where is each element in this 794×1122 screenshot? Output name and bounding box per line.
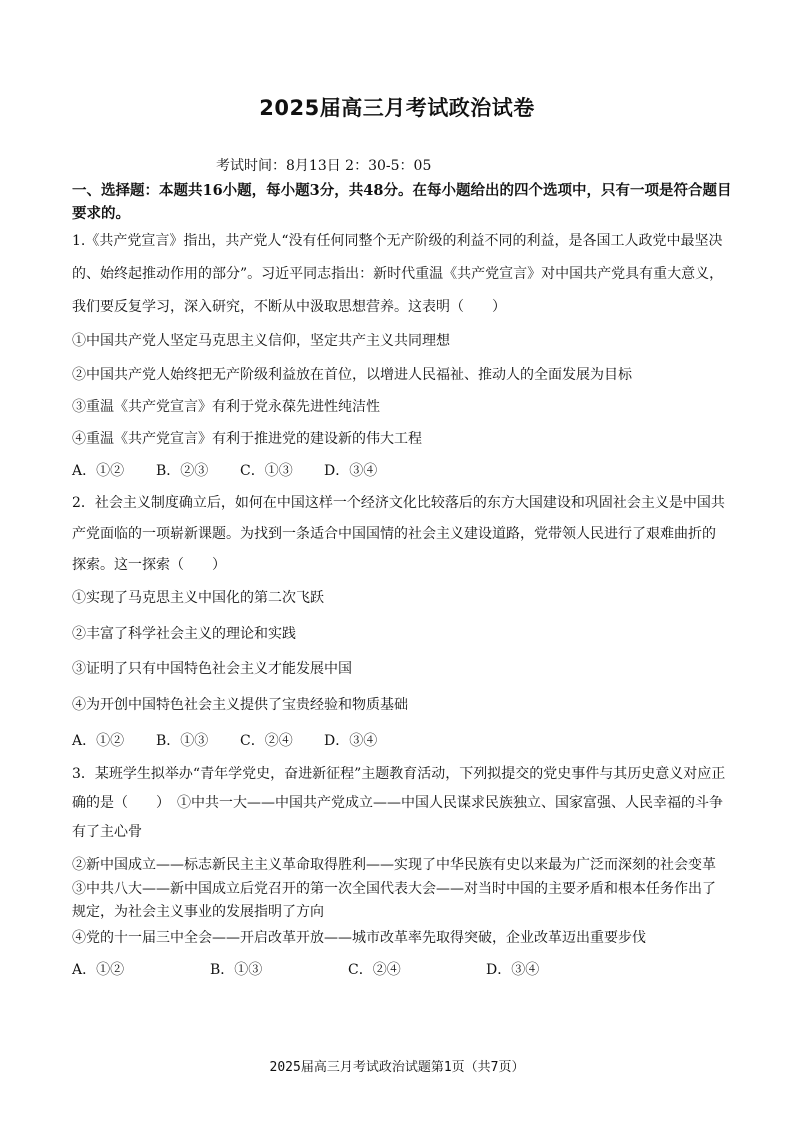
q1-option-a: A．①② [72, 463, 125, 479]
q1-option-c: C．①③ [240, 463, 293, 479]
section-heading: 一、选择题：本题共16小题，每小题3分，共48分。在每小题给出的四个选项中，只有一项是符合题目 [72, 182, 732, 199]
q3-option-c: C．②④ [348, 962, 401, 978]
page-footer: 2025届高三月考试政治试题第1页（共7页） [269, 1060, 525, 1075]
q2-statement-2: ②丰富了科学社会主义的理论和实践 [72, 626, 296, 642]
q2-option-b: B．①③ [156, 733, 209, 749]
q3-statement-3: ③中共八大——新中国成立后党召开的第一次全国代表大会——对当时中国的主要矛盾和根本任务作出了 [72, 881, 716, 897]
q3-stem-line1: 3．某班学生拟举办“青年学党史，奋进新征程”主题教育活动，下列拟提交的党史事件与其历史意义对应正 [72, 766, 726, 782]
q2-stem-line3: 探索。这一探索（ ） [72, 557, 226, 573]
q1-stem-line3: 我们要反复学习，深入研究，不断从中汲取思想营养。这表明（ ） [72, 299, 506, 315]
page-title: 2025届高三月考试政治试卷 [259, 96, 535, 120]
q1-statement-3: ③重温《共产党宣言》有利于党永葆先进性纯洁性 [72, 399, 380, 415]
q1-statement-4: ④重温《共产党宣言》有利于推进党的建设新的伟大工程 [72, 431, 422, 447]
q2-statement-4: ④为开创中国特色社会主义提供了宝贵经验和物质基础 [72, 697, 408, 713]
q2-option-d: D．③④ [324, 733, 378, 749]
exam-time: 考试时间：8月13日 2：30-5：05 [216, 158, 432, 174]
section-heading-cont: 要求的。 [72, 205, 130, 222]
q3-statement-4: ④党的十一届三中全会——开启改革开放——城市改革率先取得突破，企业改革迈出重要步伐 [72, 930, 646, 946]
q2-option-a: A．①② [72, 733, 125, 749]
q3-statement-3-cont: 规定，为社会主义事业的发展指明了方向 [72, 904, 324, 920]
q1-statement-1: ①中国共产党人坚定马克思主义信仰，坚定共产主义共同理想 [72, 333, 450, 349]
q2-statement-1: ①实现了马克思主义中国化的第二次飞跃 [72, 590, 324, 606]
q1-stem-line2: 的、始终起推动作用的部分”。习近平同志指出：新时代重温《共产党宣言》对中国共产党具有重大意义， [72, 266, 724, 282]
q3-statement-2: ②新中国成立——标志新民主主义革命取得胜利——实现了中华民族有史以来最为广泛而深刻的社会变革 [72, 857, 716, 873]
q1-statement-2: ②中国共产党人始终把无产阶级利益放在首位，以增进人民福祉、推动人的全面发展为目标 [72, 367, 632, 383]
q2-option-c: C．②④ [240, 733, 293, 749]
q3-option-d: D．③④ [486, 962, 540, 978]
q1-stem-line1: 1.《共产党宣言》指出，共产党人“没有任何同整个无产阶级的利益不同的利益，是各国工人政党中最坚决 [72, 233, 723, 249]
q3-option-a: A．①② [72, 962, 125, 978]
q2-stem-line1: 2．社会主义制度确立后，如何在中国这样一个经济文化比较落后的东方大国建设和巩固社会主义是中国共 [72, 495, 725, 511]
q1-option-b: B．②③ [156, 463, 209, 479]
q3-stem-line3: 有了主心骨 [72, 824, 142, 840]
q1-option-d: D．③④ [324, 463, 378, 479]
q2-stem-line2: 产党面临的一项崭新课题。为找到一条适合中国国情的社会主义建设道路，党带领人民进行了艰难曲折的 [72, 526, 716, 542]
q3-stem-line2: 确的是（ ） ①中共一大——中国共产党成立——中国人民谋求民族独立、国家富强、人民幸福的斗争 [72, 795, 723, 811]
q2-statement-3: ③证明了只有中国特色社会主义才能发展中国 [72, 661, 352, 677]
q3-option-b: B．①③ [210, 962, 263, 978]
